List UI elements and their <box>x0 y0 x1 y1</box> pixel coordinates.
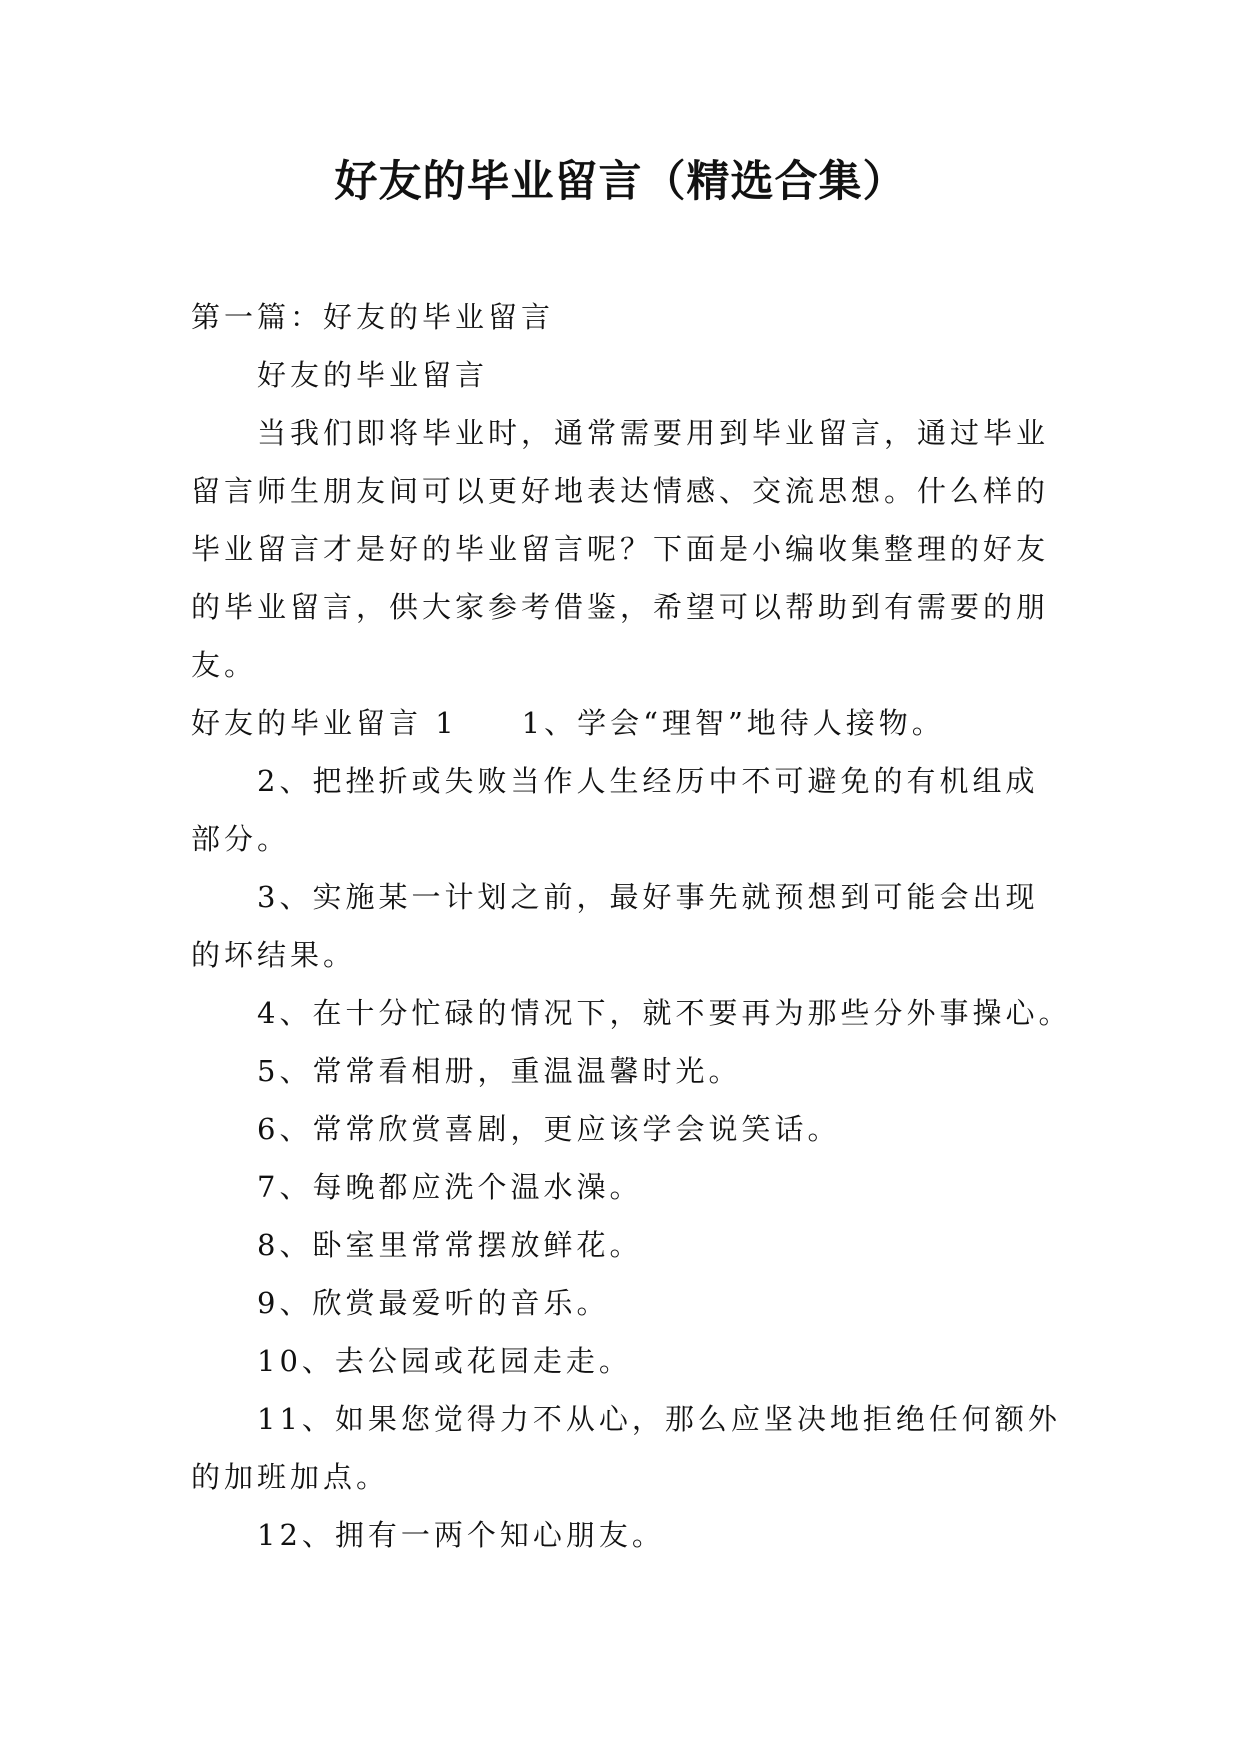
list-item-1: 1、学会“理智”地待人接物。 <box>521 706 945 740</box>
section-line <box>191 694 1071 752</box>
list-item-7: 7、每晚都应洗个温水澡。 <box>257 1170 643 1204</box>
list-item-11: 11、如果您觉得力不从心，那么应坚决地拒绝任何额外的加班加点。 <box>191 1402 1061 1494</box>
list-item-4: 4、在十分忙碌的情况下，就不要再为那些分外事操心。 <box>257 996 1072 1030</box>
intro-paragraph: 当我们即将毕业时，通常需要用到毕业留言，通过毕业留言师生朋友间可以更好地表达情感、交流思想。什么样的毕业留言才是好的毕业留言呢？下面是小编收集整理的好友的毕业留言，供大家参考借鉴，希望可以帮助到有需要的朋友。 <box>191 416 1050 682</box>
list-item-6: 6、常常欣赏喜剧，更应该学会说笑话。 <box>257 1112 841 1146</box>
subtitle: 好友的毕业留言 <box>257 358 489 392</box>
document-title: 好友的毕业留言（精选合集） <box>334 157 907 207</box>
document-body <box>191 288 1071 1564</box>
list-item-2: 2、把挫折或失败当作人生经历中不可避免的有机组成部分。 <box>191 764 1039 856</box>
list-item-9: 9、欣赏最爱听的音乐。 <box>257 1286 610 1320</box>
list-item-10: 10、去公园或花园走走。 <box>257 1344 632 1378</box>
list-item-3: 3、实施某一计划之前，最好事先就预想到可能会出现的坏结果。 <box>191 880 1039 972</box>
chapter-heading: 第一篇：好友的毕业留言 <box>191 300 555 334</box>
section-label: 好友的毕业留言 1 <box>191 706 458 740</box>
list-item-5: 5、常常看相册，重温温馨时光。 <box>257 1054 742 1088</box>
list-item-8: 8、卧室里常常摆放鲜花。 <box>257 1228 643 1262</box>
list-item-12: 12、拥有一两个知心朋友。 <box>257 1518 665 1552</box>
